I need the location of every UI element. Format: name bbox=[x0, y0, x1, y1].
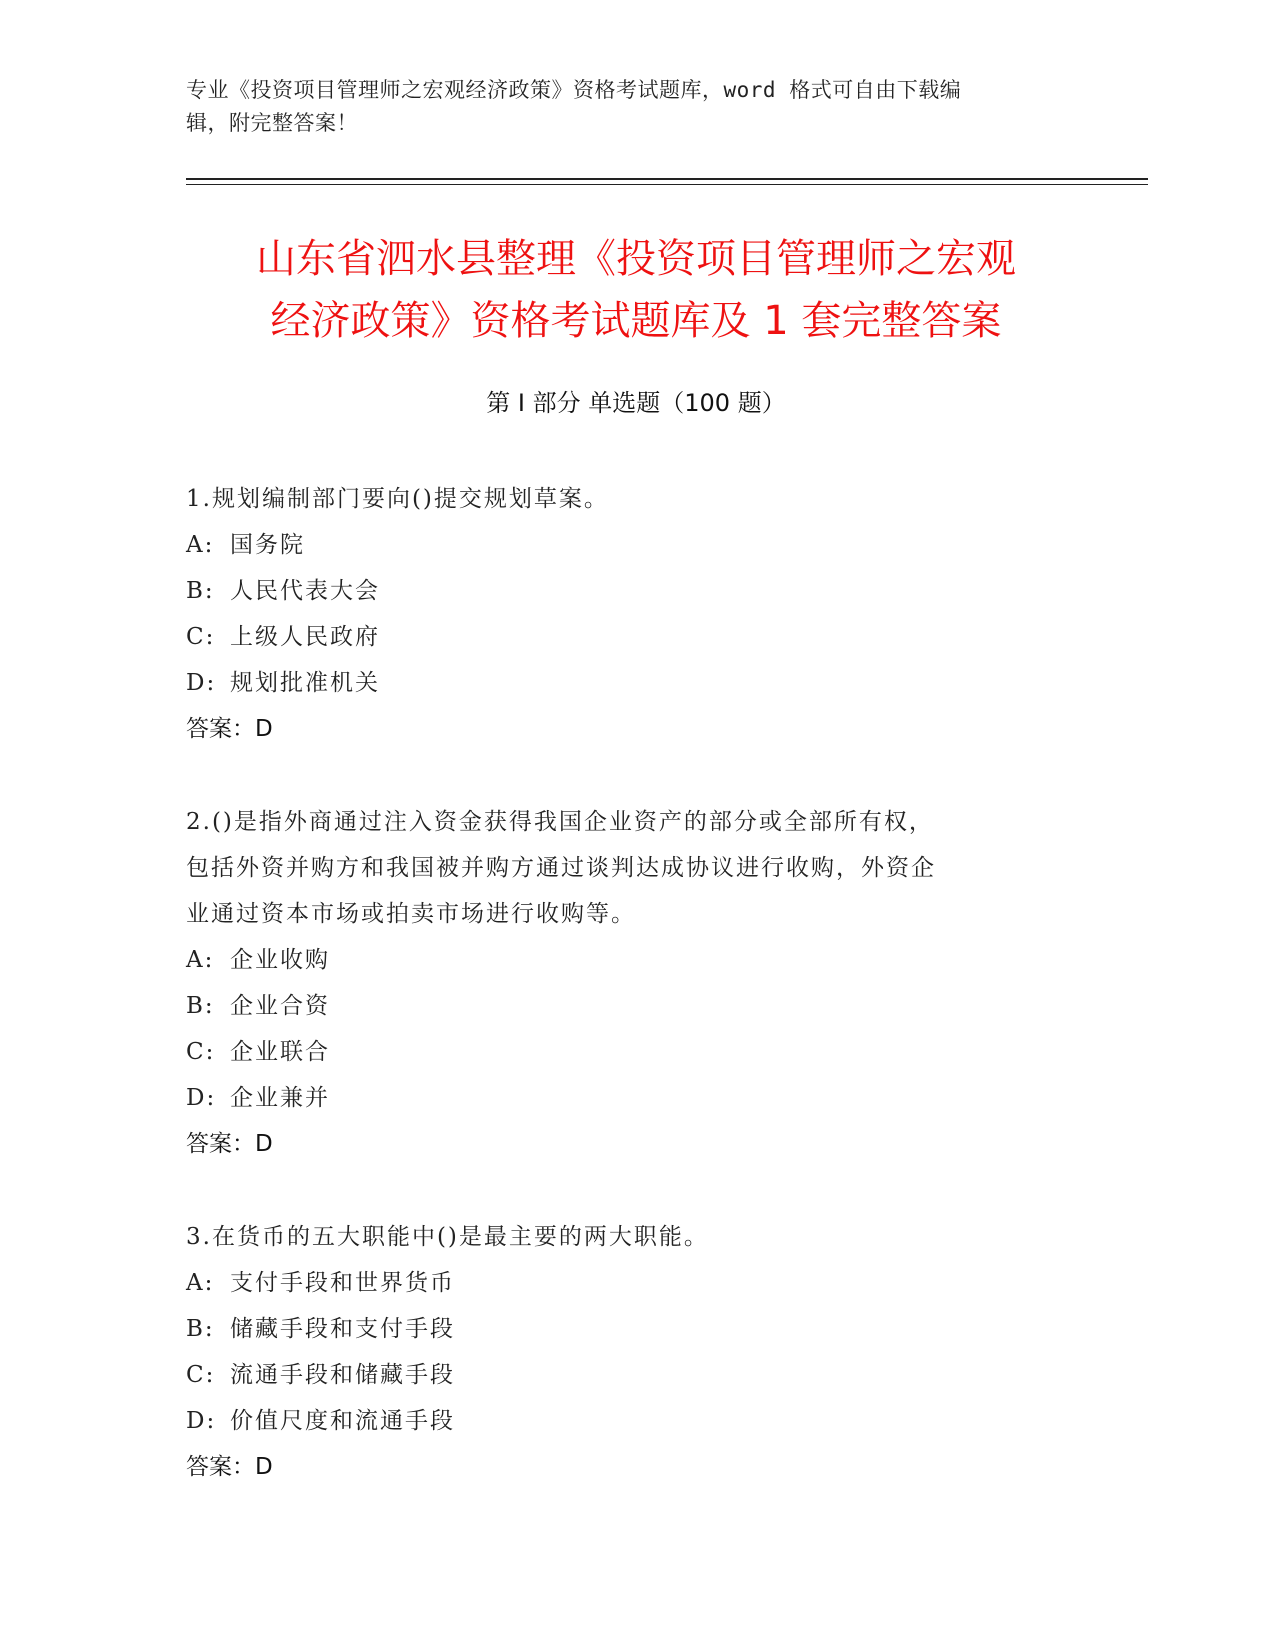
option-key: C: bbox=[186, 1039, 216, 1065]
option-b bbox=[186, 1306, 1066, 1352]
option-text: 企业收购 bbox=[230, 947, 330, 973]
question-1 bbox=[186, 476, 1066, 752]
option-key: D: bbox=[186, 1408, 217, 1434]
header-divider-thick bbox=[186, 178, 1148, 180]
question-stem: 3.在货币的五大职能中()是最主要的两大职能。 bbox=[186, 1224, 709, 1250]
answer: 答案：D bbox=[186, 716, 273, 742]
question-stem-line: 业通过资本市场或拍卖市场进行收购等。 bbox=[186, 901, 636, 927]
option-a bbox=[186, 937, 1066, 983]
header-note-line: 专业《投资项目管理师之宏观经济政策》资格考试题库，word 格式可自由下载编 bbox=[186, 78, 962, 102]
question-stem-line: 包括外资并购方和我国被并购方通过谈判达成协议进行收购，外资企 bbox=[186, 855, 936, 881]
option-c bbox=[186, 1352, 1066, 1398]
option-a bbox=[186, 1260, 1066, 1306]
option-text: 企业兼并 bbox=[230, 1085, 330, 1111]
option-text: 流通手段和储藏手段 bbox=[230, 1362, 455, 1388]
option-key: B: bbox=[186, 993, 215, 1019]
option-a bbox=[186, 522, 1066, 568]
document-title bbox=[186, 228, 1086, 352]
option-d bbox=[186, 660, 1066, 706]
question-2 bbox=[186, 799, 1066, 1167]
option-text: 企业联合 bbox=[230, 1039, 330, 1065]
title-line: 经济政策》资格考试题库及 1 套完整答案 bbox=[270, 298, 1002, 344]
option-b bbox=[186, 983, 1066, 1029]
option-key: A: bbox=[186, 532, 215, 558]
option-text: 规划批准机关 bbox=[230, 670, 380, 696]
option-text: 储藏手段和支付手段 bbox=[230, 1316, 455, 1342]
header-note-line: 辑，附完整答案！ bbox=[186, 111, 358, 135]
option-key: A: bbox=[186, 947, 215, 973]
title-line: 山东省泗水县整理《投资项目管理师之宏观 bbox=[256, 236, 1016, 282]
option-text: 价值尺度和流通手段 bbox=[230, 1408, 455, 1434]
option-text: 支付手段和世界货币 bbox=[230, 1270, 455, 1296]
question-list bbox=[186, 476, 1066, 1537]
option-key: D: bbox=[186, 670, 217, 696]
option-text: 上级人民政府 bbox=[230, 624, 380, 650]
option-key: C: bbox=[186, 624, 216, 650]
option-text: 企业合资 bbox=[230, 993, 330, 1019]
option-key: B: bbox=[186, 1316, 215, 1342]
option-text: 国务院 bbox=[230, 532, 305, 558]
question-stem: 1.规划编制部门要向()提交规划草案。 bbox=[186, 486, 609, 512]
option-key: C: bbox=[186, 1362, 216, 1388]
option-d bbox=[186, 1075, 1066, 1121]
option-key: B: bbox=[186, 578, 215, 604]
option-c bbox=[186, 1029, 1066, 1075]
header-note bbox=[186, 74, 1066, 140]
answer: 答案：D bbox=[186, 1131, 273, 1157]
header-divider-thin bbox=[186, 184, 1148, 185]
option-text: 人民代表大会 bbox=[230, 578, 380, 604]
question-stem-line: 2.()是指外商通过注入资金获得我国企业资产的部分或全部所有权， bbox=[186, 809, 934, 835]
option-c bbox=[186, 614, 1066, 660]
answer: 答案：D bbox=[186, 1454, 273, 1480]
option-key: D: bbox=[186, 1085, 217, 1111]
section-title: 第 I 部分 单选题（100 题） bbox=[486, 389, 786, 417]
question-3 bbox=[186, 1214, 1066, 1490]
option-d bbox=[186, 1398, 1066, 1444]
option-b bbox=[186, 568, 1066, 614]
option-key: A: bbox=[186, 1270, 215, 1296]
